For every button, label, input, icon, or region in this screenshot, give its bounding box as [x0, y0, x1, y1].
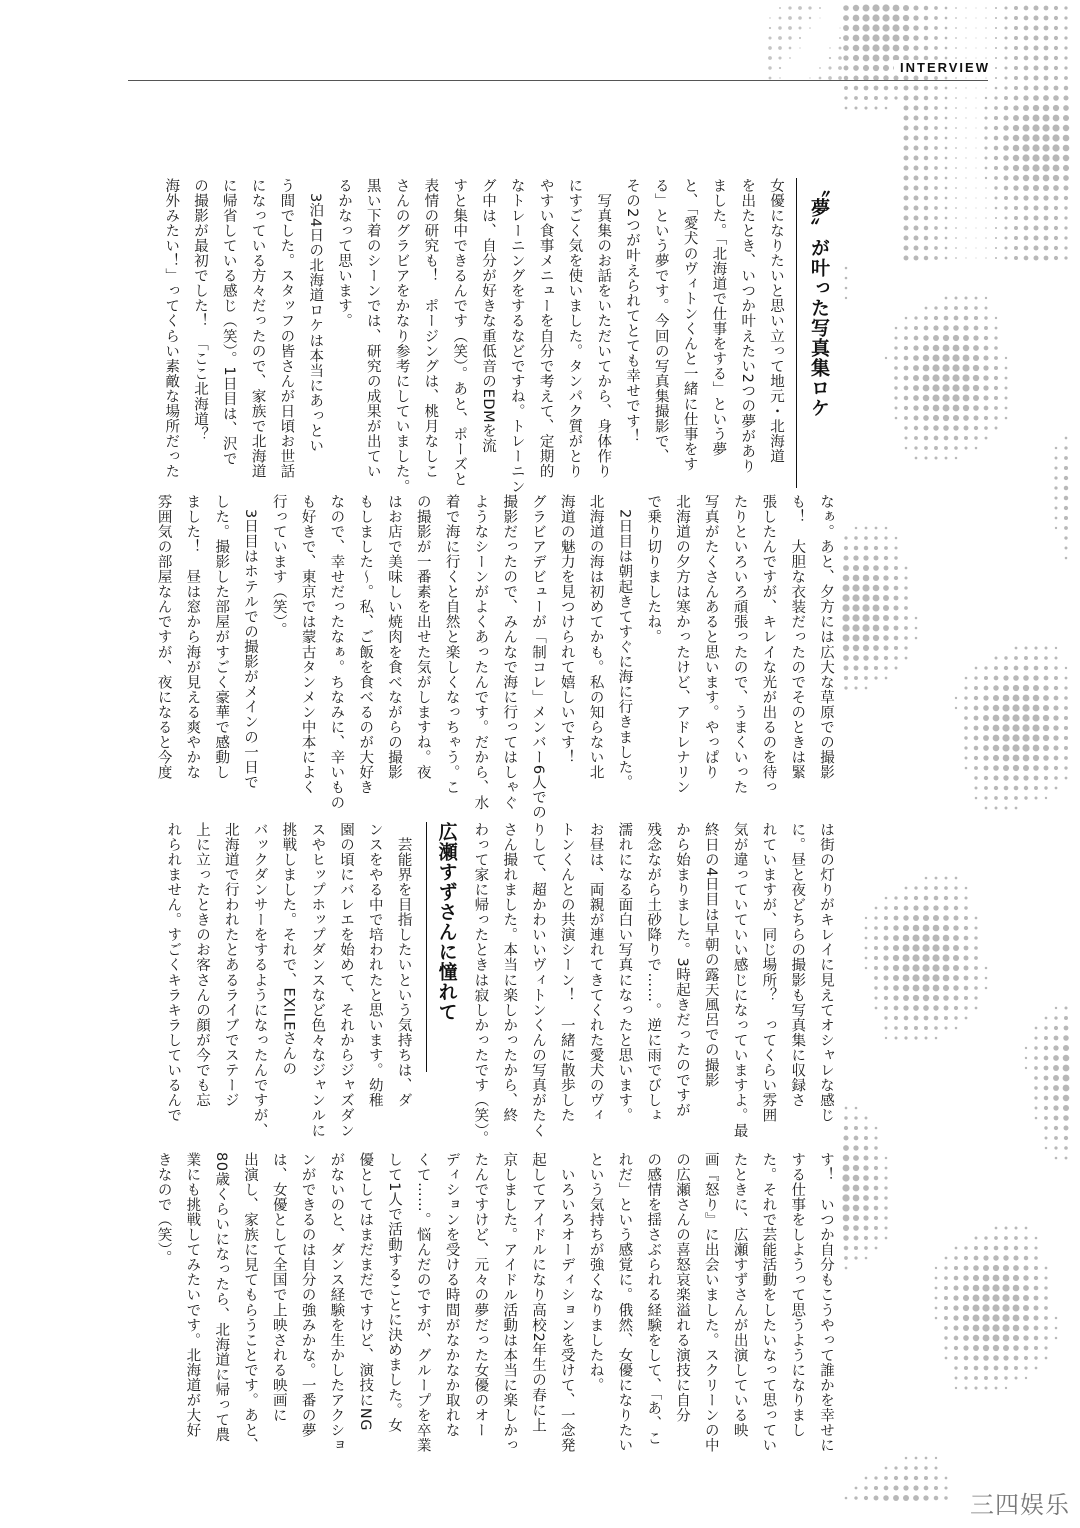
- text-column: した。撮影した部屋がすごく豪華で感動し: [213, 494, 230, 780]
- text-column: 3日目はホテルでの撮影がメインの一日で: [242, 494, 258, 790]
- text-column: はお店で美味しい焼肉を食べながらの撮影: [386, 494, 402, 780]
- text-column: 優としてはまだまだですけど、演技にNG: [357, 1152, 374, 1432]
- heading-rule: [796, 178, 797, 488]
- header-rule: [128, 80, 988, 81]
- text-column: がないのと、ダンス経験を生かしたアクショ: [328, 1152, 345, 1453]
- text-column: 上に立ったときのお客さんの顔が今でも忘: [194, 822, 210, 1108]
- text-column: たときに、広瀬すずさんが出演している映: [731, 1152, 748, 1438]
- text-column: れられません。すごくキラキラしているんで: [165, 822, 182, 1123]
- heading-rule: [426, 822, 427, 1072]
- text-column: になっている方々だったので、家族で北海道: [249, 178, 266, 479]
- text-column: るかなって思います。: [336, 178, 352, 329]
- text-column: る」という夢です。今回の写真集撮影で、: [652, 178, 669, 464]
- text-column: の広瀬さんの喜怒哀楽溢れる演技に自分: [674, 1152, 690, 1423]
- text-column: 2日目は朝起きてすぐに海に行きました。: [616, 494, 633, 790]
- article-tier-1: [128, 178, 834, 523]
- text-column: 海外みたい！」ってくらい素敵な場所だった: [163, 178, 180, 479]
- text-column: グラビアデビューが「制コレ」メンバー6人での: [530, 494, 546, 820]
- text-column: 海道の魅力を見つけられて嬉しいです！: [558, 494, 575, 765]
- text-column: う間でした。スタッフの皆さんが日頃お世話: [278, 178, 295, 479]
- text-column: 出演し、家族に見てもらうことです。あと、: [242, 1152, 258, 1453]
- text-column: の撮影が最初でした！ 「ここ北海道？: [192, 178, 208, 442]
- text-column: なので、幸せだったなぁ。ちなみに、辛いもの: [328, 494, 345, 811]
- text-column: た。それで芸能活動をしたいなって思ってい: [760, 1152, 777, 1453]
- text-column: ンスをやる中で培われたと思います。幼稚: [366, 822, 383, 1108]
- text-column: さん撮れました。本当に楽しかったから、終: [501, 822, 518, 1123]
- text-column: 北海道の夕方は寒かったけど、アドレナリン: [674, 494, 690, 795]
- article-tier-2: [128, 494, 834, 820]
- text-column: ました。「北海道で仕事をする」という夢: [710, 178, 727, 457]
- text-column: は街の灯りがキレイに見えてオシャレな感じ: [818, 822, 834, 1123]
- text-column: 80歳くらいになったら、北海道に帰って農: [213, 1152, 230, 1443]
- text-column: いろいろオーディションを受けて、一念発: [558, 1152, 575, 1453]
- text-column: すと集中できるんです（笑）。あと、ポーズと: [451, 178, 468, 487]
- text-column: やすい食事メニューを自分で考えて、定期的: [537, 178, 554, 479]
- text-column: を出たとき、いつか叶えたい2つの夢があり: [739, 178, 756, 474]
- text-column: 京しました。アイドル活動は本当に楽しかっ: [501, 1152, 518, 1453]
- text-column: も好きで、東京では蒙古タンメン中本によく: [299, 494, 316, 795]
- text-column: たんですけど、元々の夢だった女優のオー: [472, 1152, 489, 1438]
- text-column: 芸能界を目指したいという気持ちは、ダ: [395, 822, 412, 1108]
- text-column: さんのグラビアをかなり参考にしていました。: [393, 178, 410, 495]
- text-column: の感情を揺さぶられる経験をして、「あ、こ: [645, 1152, 662, 1446]
- text-column: にすごく気を使いました。タンパク質がとり: [566, 178, 583, 479]
- text-column: で乗り切りましたね。: [645, 494, 662, 645]
- text-column: に帰省している感じ（笑）。1日目は、沢で: [220, 178, 237, 467]
- text-column: 女優になりたいと思い立って地元・北海道: [768, 178, 784, 464]
- text-column: グ中は、自分が好きな重低音のEDMを流: [480, 178, 496, 454]
- text-column: という気持ちが強くなりましたね。: [587, 1152, 604, 1393]
- text-column: 行っています（笑）。: [270, 494, 287, 638]
- text-column: 濡れになる面白い写真になったと思います。: [616, 822, 633, 1123]
- text-column: の撮影が一番素を出せた気がしますね。夜: [414, 494, 431, 780]
- text-column: して1人で活動することに決めました。女: [386, 1152, 402, 1433]
- text-column: スやヒップホップダンスなど色々なジャンルに: [309, 822, 326, 1139]
- text-column: と、「愛犬のヴィトンくんと一緒に仕事をす: [681, 178, 698, 472]
- text-column: から始まりました。3時起きだったのですが: [674, 822, 690, 1118]
- text-column: 雰囲気の部屋なんですが、夜になると今度: [155, 494, 172, 780]
- text-column: その2つが叶えられてとても幸せです！: [624, 178, 640, 444]
- text-column: 気が違っていていい感じになっていますよ。最: [731, 822, 748, 1139]
- text-column: バックダンサーをするようになったんですが、: [251, 822, 268, 1139]
- text-column: 写真がたくさんあると思います。やっぱり: [702, 494, 719, 780]
- article-tier-4: [128, 1152, 834, 1497]
- text-column: ようなシーンがよくあったんです。だから、水: [472, 494, 489, 811]
- text-column: ました！ 昼は窓から海が見える爽やかな: [184, 494, 201, 780]
- text-column: わって家に帰ったときは寂しかったです（笑）。: [472, 822, 489, 1146]
- text-column: す！ いつか自分もこうやって誰かを幸せに: [818, 1152, 834, 1453]
- text-column: 北海道の海は初めてかも。私の知らない北: [587, 494, 604, 780]
- section-heading: 〝夢〟が叶った写真集ロケ: [808, 178, 830, 418]
- text-column: 画『怒り』に出会いました。スクリーンの中: [702, 1152, 719, 1453]
- text-column: 3泊4日の北海道ロケは本当にあっとい: [307, 178, 324, 454]
- text-column: なぁ。あと、夕方には広大な草原での撮影: [818, 494, 834, 780]
- text-column: 黒い下着のシーンでは、研究の成果が出てい: [364, 178, 381, 479]
- text-column: ディションを受ける時間がなかなか取れな: [443, 1152, 460, 1438]
- text-column: 業にも挑戦してみたいです。北海道が大好: [184, 1152, 201, 1438]
- text-column: 着で海に行くと自然と楽しくなっちゃう。こ: [443, 494, 460, 795]
- text-column: りして、超かわいいヴィトンくんの写真がたく: [530, 822, 546, 1139]
- text-column: くて……。悩んだのですが、グループを卒業: [414, 1152, 431, 1453]
- text-column: ンができるのは自分の強みかな。一番の夢: [299, 1152, 316, 1438]
- section-heading: 広瀬すずさんに憧れて: [435, 822, 458, 1022]
- text-column: 起してアイドルになり高校2年生の春に上: [530, 1152, 546, 1433]
- text-column: も！ 大胆な衣装だったのでそのときは緊: [789, 494, 806, 780]
- text-column: れていますが、同じ場所？ ってくらい雰囲: [760, 822, 777, 1123]
- section-label: INTERVIEW: [894, 60, 990, 75]
- text-column: トンくんとの共演シーン！ 一緒に散歩した: [558, 822, 575, 1123]
- text-column: 園の頃にバレエを始めて、それからジャズダン: [338, 822, 354, 1139]
- text-column: に。昼と夜どちらの撮影も写真集に収録さ: [789, 822, 806, 1108]
- text-column: お昼は、両親が連れてきてくれた愛犬のヴィ: [587, 822, 604, 1123]
- text-column: なトレーニングをするなどですね。トレーニン: [508, 178, 525, 495]
- text-column: 残念ながら土砂降りで……。逆に雨でびしょ: [645, 822, 662, 1123]
- text-column: 写真集のお話をいただいてから、身体作り: [595, 178, 612, 479]
- text-column: は、女優として全国で上映される映画に: [270, 1152, 287, 1423]
- text-column: する仕事をしようって思うようになりまし: [789, 1152, 806, 1438]
- text-column: 撮影だったので、みんなで海に行ってはしゃぐ: [501, 494, 518, 811]
- article-tier-3: [128, 822, 834, 1146]
- text-column: 張したんですが、キレイな光が出るのを待っ: [760, 494, 777, 795]
- text-column: きなので（笑）。: [155, 1152, 172, 1266]
- text-column: 挑戦しました。それで、EXILEさんの: [280, 822, 297, 1077]
- text-column: れだ」という感覚に。俄然、女優になりたい: [616, 1152, 633, 1453]
- watermark-logo: 三四娱乐: [970, 1491, 1070, 1519]
- text-column: 北海道で行われたとあるライブでステージ: [222, 822, 239, 1108]
- text-column: もしました～。私、ご飯を食べるのが大好き: [357, 494, 374, 795]
- text-column: 表情の研究も！ ポージングは、桃月なしこ: [422, 178, 439, 479]
- text-column: 終日の4日目は早朝の露天風呂での撮影: [702, 822, 719, 1088]
- text-column: たりといろいろ頑張ったので、うまくいった: [731, 494, 748, 795]
